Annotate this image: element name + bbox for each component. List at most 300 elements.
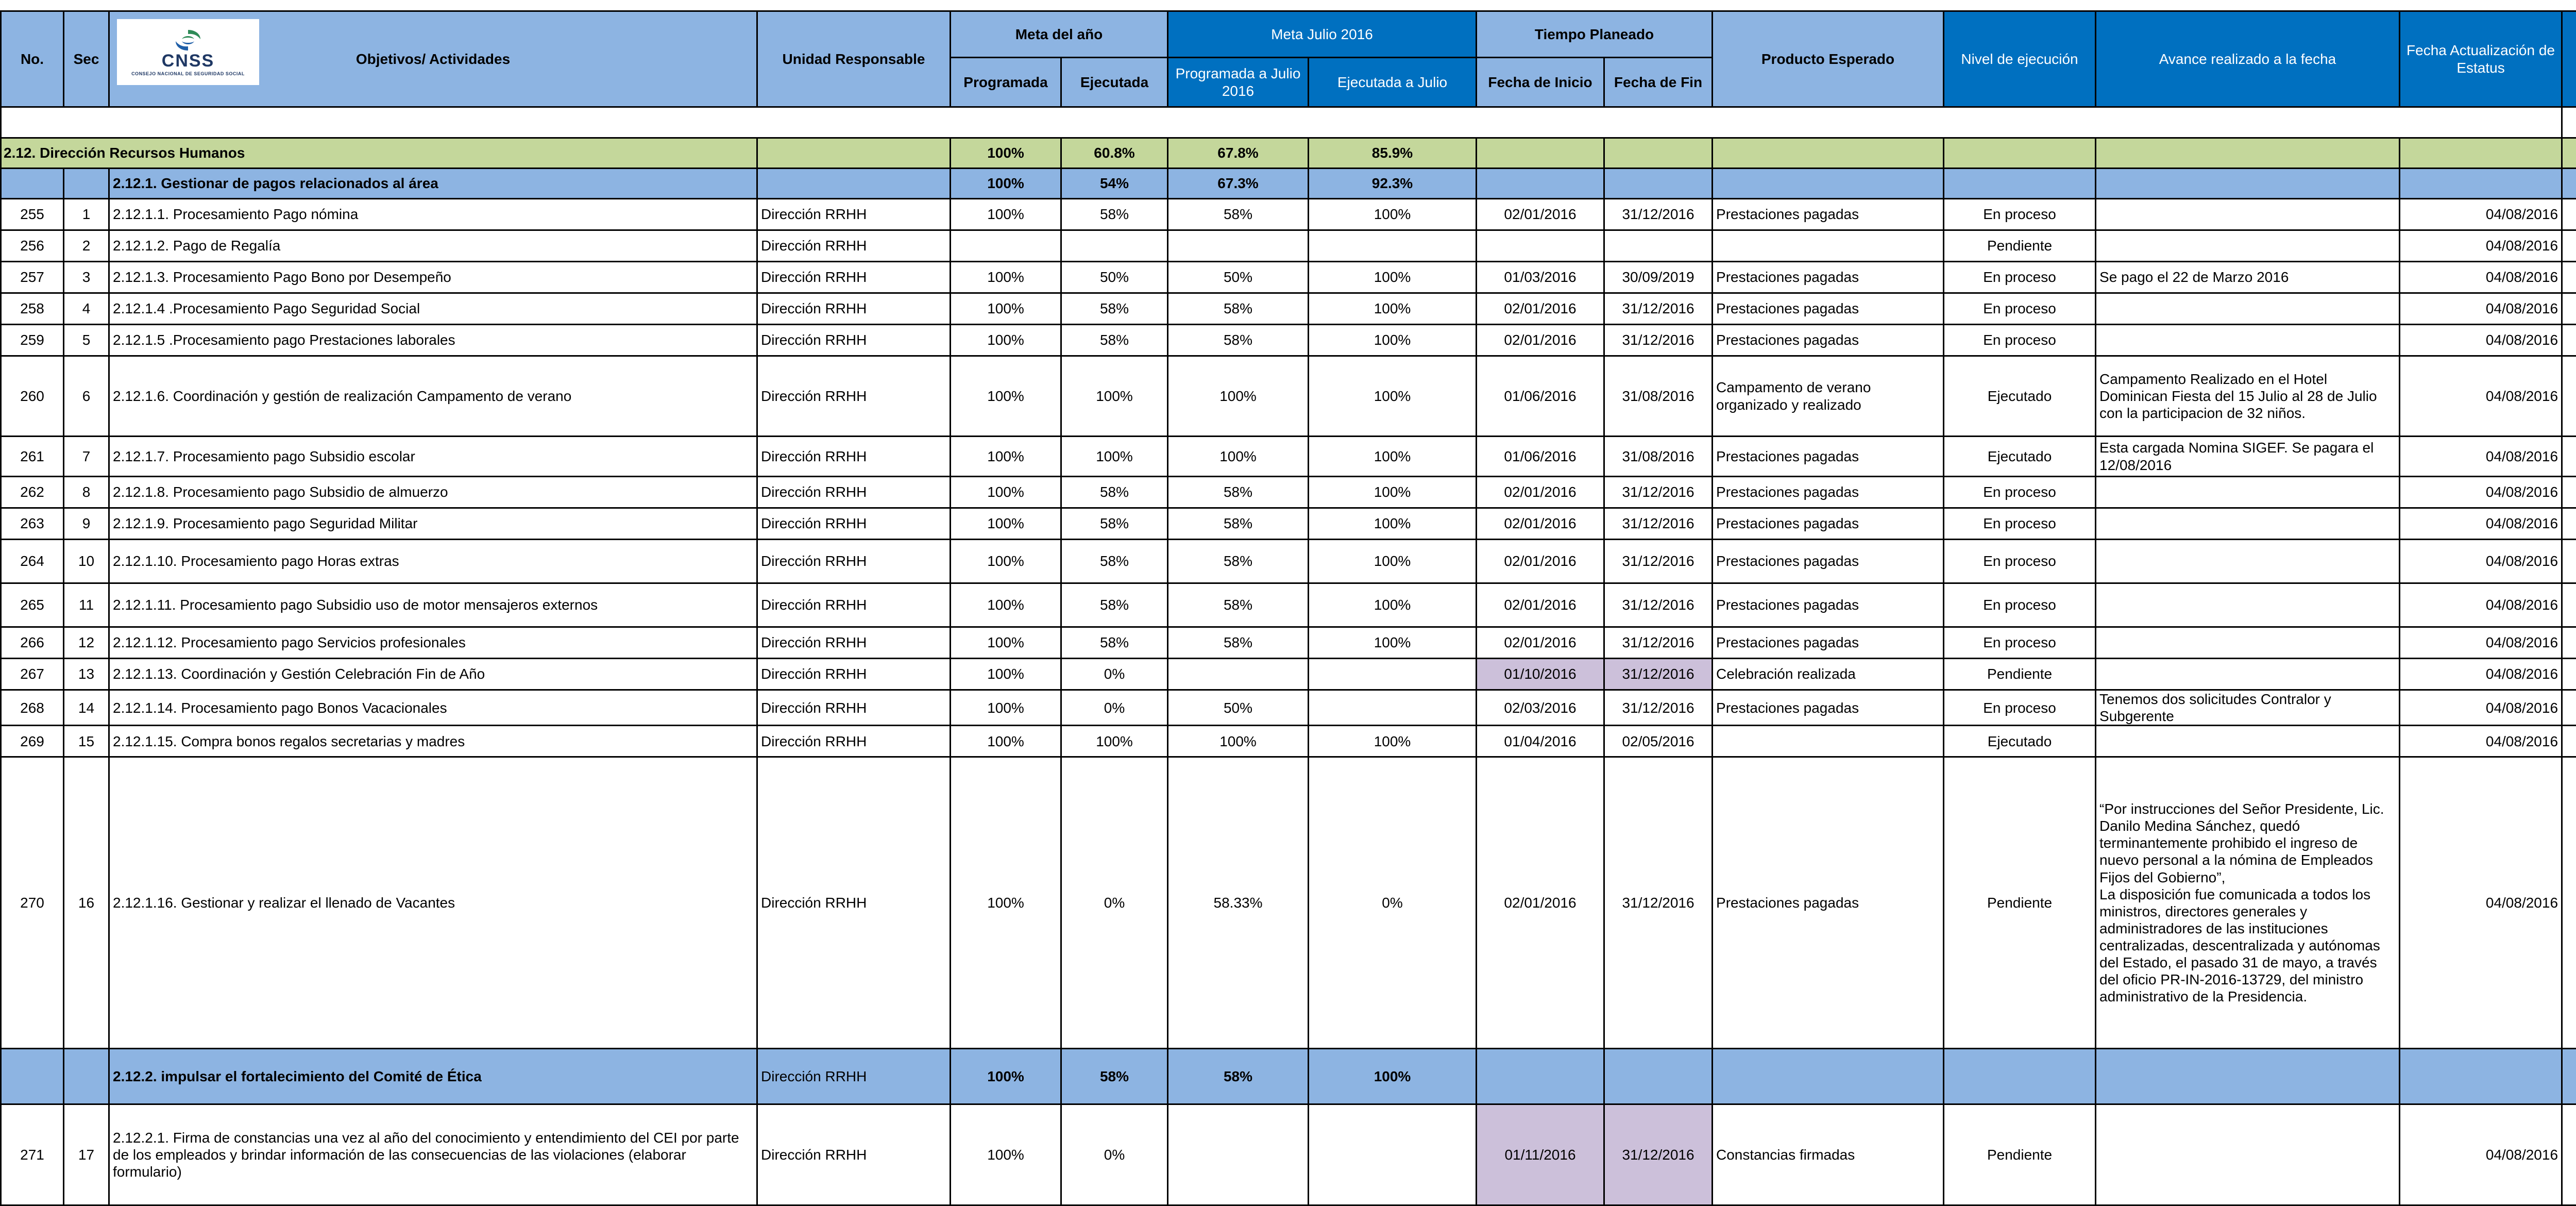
row-activity: 2.12.1.5 .Procesamiento pago Prestaciones laborales <box>109 325 757 356</box>
row-total <box>2562 230 2576 262</box>
col-header-meta-anio: Meta del año <box>951 11 1168 58</box>
table-row <box>1 199 2576 230</box>
col-header-programada-julio: Programada a Julio 2016 <box>1168 58 1309 107</box>
row-fecha-inicio: 01/04/2016 <box>1477 726 1604 757</box>
row-total <box>2562 437 2576 477</box>
row-nivel: En proceso <box>1944 508 2096 540</box>
row-ejec-julio: 100% <box>1309 293 1477 325</box>
row-no: 266 <box>1 627 64 659</box>
row-unidad: Dirección RRHH <box>757 230 951 262</box>
row-sec: 16 <box>64 757 109 1049</box>
row-ejecutada: 100% <box>1061 726 1168 757</box>
row-activity: 2.12.1.13. Coordinación y Gestión Celebración Fin de Año <box>109 659 757 690</box>
row-prog-julio: 58% <box>1168 199 1309 230</box>
row-fecha-fin: 31/12/2016 <box>1604 477 1713 508</box>
row-fecha-inicio: 02/01/2016 <box>1477 540 1604 583</box>
row-fecha-act: 04/08/2016 <box>2400 540 2562 583</box>
subsection-no <box>1 1049 64 1104</box>
row-fecha-inicio: 01/11/2016 <box>1477 1104 1604 1205</box>
row-nivel: En proceso <box>1944 293 2096 325</box>
row-fecha-inicio <box>1477 230 1604 262</box>
row-prog-julio <box>1168 230 1309 262</box>
subsection-fecha-inicio <box>1477 1049 1604 1104</box>
row-sec: 9 <box>64 508 109 540</box>
row-prog-julio <box>1168 1104 1309 1205</box>
row-programada: 100% <box>951 627 1061 659</box>
row-fecha-fin: 31/12/2016 <box>1604 540 1713 583</box>
row-nivel: En proceso <box>1944 690 2096 726</box>
row-total <box>2562 659 2576 690</box>
row-programada: 100% <box>951 262 1061 293</box>
row-sec: 2 <box>64 230 109 262</box>
subsection-sec <box>64 1049 109 1104</box>
row-nivel: En proceso <box>1944 583 2096 627</box>
row-total <box>2562 508 2576 540</box>
section-ejecutada: 60.8% <box>1061 138 1168 169</box>
row-total <box>2562 1104 2576 1205</box>
row-fecha-fin: 31/12/2016 <box>1604 1104 1713 1205</box>
row-avance: Se pago el 22 de Marzo 2016 <box>2096 262 2400 293</box>
subsection-row <box>1 169 2576 199</box>
row-total <box>2562 199 2576 230</box>
row-sec: 14 <box>64 690 109 726</box>
row-fecha-inicio: 02/01/2016 <box>1477 325 1604 356</box>
row-prog-julio: 58% <box>1168 583 1309 627</box>
col-header-unidad: Unidad Responsable <box>757 11 951 107</box>
row-total <box>2562 477 2576 508</box>
row-ejecutada: 58% <box>1061 293 1168 325</box>
subsection-avance <box>2096 1049 2400 1104</box>
col-header-avance: Avance realizado a la fecha <box>2096 11 2400 107</box>
row-producto <box>1713 230 1944 262</box>
row-no: 255 <box>1 199 64 230</box>
row-total <box>2562 540 2576 583</box>
col-header-programada: Programada <box>951 58 1061 107</box>
subsection-label: 2.12.1. Gestionar de pagos relacionados al área <box>109 169 757 199</box>
row-nivel: En proceso <box>1944 477 2096 508</box>
row-avance <box>2096 1104 2400 1205</box>
row-ejec-julio: 100% <box>1309 325 1477 356</box>
row-ejec-julio <box>1309 659 1477 690</box>
row-producto: Prestaciones pagadas <box>1713 540 1944 583</box>
row-producto: Prestaciones pagadas <box>1713 583 1944 627</box>
row-programada <box>951 230 1061 262</box>
row-nivel: En proceso <box>1944 199 2096 230</box>
row-no: 268 <box>1 690 64 726</box>
row-no: 261 <box>1 437 64 477</box>
row-fecha-fin: 30/09/2019 <box>1604 262 1713 293</box>
subsection-programada: 100% <box>951 1049 1061 1104</box>
row-producto: Prestaciones pagadas <box>1713 293 1944 325</box>
row-programada: 100% <box>951 356 1061 437</box>
row-no: 271 <box>1 1104 64 1205</box>
row-activity: 2.12.1.8. Procesamiento pago Subsidio de almuerzo <box>109 477 757 508</box>
row-avance <box>2096 726 2400 757</box>
row-programada: 100% <box>951 199 1061 230</box>
row-total <box>2562 627 2576 659</box>
section-prog-julio: 67.8% <box>1168 138 1309 169</box>
cnss-logo-mark <box>172 28 205 53</box>
spacer-row <box>1 107 2576 138</box>
row-ejecutada: 58% <box>1061 325 1168 356</box>
row-avance <box>2096 293 2400 325</box>
row-ejecutada <box>1061 230 1168 262</box>
row-avance <box>2096 540 2400 583</box>
row-no: 264 <box>1 540 64 583</box>
row-sec: 10 <box>64 540 109 583</box>
row-nivel: En proceso <box>1944 627 2096 659</box>
row-ejecutada: 58% <box>1061 627 1168 659</box>
row-activity: 2.12.1.10. Procesamiento pago Horas extras <box>109 540 757 583</box>
row-fecha-act: 04/08/2016 <box>2400 1104 2562 1205</box>
row-nivel: En proceso <box>1944 262 2096 293</box>
row-avance: Tenemos dos solicitudes Contralor y Subgerente <box>2096 690 2400 726</box>
row-fecha-act: 04/08/2016 <box>2400 627 2562 659</box>
cnss-logo-tagline: CONSEJO NACIONAL DE SEGURIDAD SOCIAL <box>131 71 245 77</box>
row-unidad: Dirección RRHH <box>757 690 951 726</box>
row-ejec-julio: 0% <box>1309 757 1477 1049</box>
row-activity: 2.12.1.3. Procesamiento Pago Bono por Desempeño <box>109 262 757 293</box>
col-header-ejecutada-julio: Ejecutada a Julio <box>1309 58 1477 107</box>
subsection-programada: 100% <box>951 169 1061 199</box>
row-unidad: Dirección RRHH <box>757 293 951 325</box>
table-row <box>1 477 2576 508</box>
row-sec: 17 <box>64 1104 109 1205</box>
row-nivel: Ejecutado <box>1944 356 2096 437</box>
plan-table <box>0 10 2576 1206</box>
row-prog-julio: 58% <box>1168 293 1309 325</box>
row-ejec-julio: 100% <box>1309 356 1477 437</box>
row-fecha-fin: 31/12/2016 <box>1604 757 1713 1049</box>
row-producto: Prestaciones pagadas <box>1713 757 1944 1049</box>
row-fecha-fin <box>1604 230 1713 262</box>
row-unidad: Dirección RRHH <box>757 583 951 627</box>
row-ejecutada: 0% <box>1061 690 1168 726</box>
row-fecha-fin: 31/12/2016 <box>1604 690 1713 726</box>
row-nivel: En proceso <box>1944 540 2096 583</box>
row-nivel: En proceso <box>1944 325 2096 356</box>
row-total <box>2562 757 2576 1049</box>
row-fecha-act: 04/08/2016 <box>2400 325 2562 356</box>
row-fecha-act: 04/08/2016 <box>2400 230 2562 262</box>
row-no: 267 <box>1 659 64 690</box>
row-sec: 5 <box>64 325 109 356</box>
row-total <box>2562 325 2576 356</box>
table-row <box>1 659 2576 690</box>
row-avance <box>2096 199 2400 230</box>
row-fecha-fin: 31/12/2016 <box>1604 508 1713 540</box>
row-producto: Prestaciones pagadas <box>1713 508 1944 540</box>
subsection-ejecutada: 58% <box>1061 1049 1168 1104</box>
row-sec: 1 <box>64 199 109 230</box>
row-programada: 100% <box>951 437 1061 477</box>
row-fecha-fin: 31/08/2016 <box>1604 356 1713 437</box>
row-unidad: Dirección RRHH <box>757 757 951 1049</box>
row-fecha-fin: 31/12/2016 <box>1604 627 1713 659</box>
col-header-tiempo: Tiempo Planeado <box>1477 11 1713 58</box>
row-activity: 2.12.1.11. Procesamiento pago Subsidio uso de motor mensajeros externos <box>109 583 757 627</box>
row-avance: Campamento Realizado en el Hotel Dominican Fiesta del 15 Julio al 28 de Julio con la participacion de 32 niños. <box>2096 356 2400 437</box>
row-prog-julio: 50% <box>1168 690 1309 726</box>
row-unidad: Dirección RRHH <box>757 726 951 757</box>
subsection-ejec-julio: 100% <box>1309 1049 1477 1104</box>
table-row <box>1 293 2576 325</box>
row-nivel: Pendiente <box>1944 659 2096 690</box>
row-fecha-fin: 31/08/2016 <box>1604 437 1713 477</box>
row-ejec-julio: 100% <box>1309 508 1477 540</box>
row-activity: 2.12.1.6. Coordinación y gestión de realización Campamento de verano <box>109 356 757 437</box>
row-fecha-inicio: 02/03/2016 <box>1477 690 1604 726</box>
row-prog-julio: 58% <box>1168 477 1309 508</box>
row-nivel: Ejecutado <box>1944 726 2096 757</box>
table-row <box>1 230 2576 262</box>
col-header-total <box>2562 11 2576 107</box>
row-no: 258 <box>1 293 64 325</box>
subsection-nivel <box>1944 1049 2096 1104</box>
row-activity: 2.12.1.16. Gestionar y realizar el llenado de Vacantes <box>109 757 757 1049</box>
subsection-ejecutada: 54% <box>1061 169 1168 199</box>
row-producto: Prestaciones pagadas <box>1713 325 1944 356</box>
row-prog-julio: 100% <box>1168 726 1309 757</box>
row-programada: 100% <box>951 583 1061 627</box>
subsection-row <box>1 1049 2576 1104</box>
row-activity: 2.12.1.1. Procesamiento Pago nómina <box>109 199 757 230</box>
row-no: 270 <box>1 757 64 1049</box>
row-prog-julio: 100% <box>1168 356 1309 437</box>
row-unidad: Dirección RRHH <box>757 1104 951 1205</box>
row-avance <box>2096 230 2400 262</box>
row-activity: 2.12.2.1. Firma de constancias una vez al año del conocimiento y entendimiento del CEI por parte de los empleados y brindar información de las consecuencias de las violaciones (elaborar formulario) <box>109 1104 757 1205</box>
row-ejec-julio: 100% <box>1309 583 1477 627</box>
row-ejec-julio <box>1309 1104 1477 1205</box>
row-fecha-inicio: 02/01/2016 <box>1477 583 1604 627</box>
row-fecha-act: 04/08/2016 <box>2400 726 2562 757</box>
row-programada: 100% <box>951 540 1061 583</box>
row-total <box>2562 262 2576 293</box>
row-ejec-julio: 100% <box>1309 262 1477 293</box>
row-no: 259 <box>1 325 64 356</box>
subsection-unidad: Dirección RRHH <box>757 1049 951 1104</box>
row-avance <box>2096 659 2400 690</box>
table-row <box>1 1104 2576 1205</box>
row-fecha-act: 04/08/2016 <box>2400 757 2562 1049</box>
section-row <box>1 138 2576 169</box>
row-no: 269 <box>1 726 64 757</box>
table-row <box>1 437 2576 477</box>
subsection-total <box>2562 1049 2576 1104</box>
row-ejecutada: 100% <box>1061 356 1168 437</box>
row-activity: 2.12.1.7. Procesamiento pago Subsidio escolar <box>109 437 757 477</box>
row-ejecutada: 100% <box>1061 437 1168 477</box>
col-header-no: No. <box>1 11 64 107</box>
row-activity: 2.12.1.15. Compra bonos regalos secretarias y madres <box>109 726 757 757</box>
subsection-ejec-julio: 92.3% <box>1309 169 1477 199</box>
row-fecha-fin: 31/12/2016 <box>1604 583 1713 627</box>
row-ejec-julio: 100% <box>1309 199 1477 230</box>
table-row <box>1 508 2576 540</box>
row-producto: Prestaciones pagadas <box>1713 437 1944 477</box>
row-unidad: Dirección RRHH <box>757 325 951 356</box>
row-prog-julio <box>1168 659 1309 690</box>
row-fecha-inicio: 02/01/2016 <box>1477 627 1604 659</box>
row-unidad: Dirección RRHH <box>757 356 951 437</box>
table-row <box>1 540 2576 583</box>
row-nivel: Ejecutado <box>1944 437 2096 477</box>
row-producto: Prestaciones pagadas <box>1713 690 1944 726</box>
row-fecha-act: 04/08/2016 <box>2400 659 2562 690</box>
row-sec: 12 <box>64 627 109 659</box>
row-ejec-julio: 100% <box>1309 540 1477 583</box>
row-sec: 6 <box>64 356 109 437</box>
row-producto: Prestaciones pagadas <box>1713 477 1944 508</box>
row-unidad: Dirección RRHH <box>757 437 951 477</box>
row-unidad: Dirección RRHH <box>757 540 951 583</box>
row-fecha-act: 04/08/2016 <box>2400 477 2562 508</box>
table-row <box>1 583 2576 627</box>
row-fecha-act: 04/08/2016 <box>2400 583 2562 627</box>
col-header-producto: Producto Esperado <box>1713 11 1944 107</box>
row-no: 262 <box>1 477 64 508</box>
row-ejec-julio <box>1309 230 1477 262</box>
row-sec: 7 <box>64 437 109 477</box>
row-programada: 100% <box>951 477 1061 508</box>
row-fecha-inicio: 01/03/2016 <box>1477 262 1604 293</box>
row-activity: 2.12.1.4 .Procesamiento Pago Seguridad Social <box>109 293 757 325</box>
row-programada: 100% <box>951 690 1061 726</box>
row-total <box>2562 726 2576 757</box>
row-prog-julio: 100% <box>1168 437 1309 477</box>
row-programada: 100% <box>951 726 1061 757</box>
row-prog-julio: 58.33% <box>1168 757 1309 1049</box>
row-fecha-act: 04/08/2016 <box>2400 262 2562 293</box>
row-sec: 13 <box>64 659 109 690</box>
section-total <box>2562 138 2576 169</box>
row-avance <box>2096 627 2400 659</box>
table-body <box>1 107 2576 1205</box>
row-programada: 100% <box>951 659 1061 690</box>
row-programada: 100% <box>951 508 1061 540</box>
row-prog-julio: 58% <box>1168 627 1309 659</box>
row-ejecutada: 58% <box>1061 199 1168 230</box>
col-header-objetivos <box>109 11 757 107</box>
row-fecha-inicio: 02/01/2016 <box>1477 508 1604 540</box>
row-fecha-inicio: 02/01/2016 <box>1477 293 1604 325</box>
row-fecha-fin: 02/05/2016 <box>1604 726 1713 757</box>
row-ejecutada: 0% <box>1061 757 1168 1049</box>
row-programada: 100% <box>951 325 1061 356</box>
row-total <box>2562 293 2576 325</box>
subsection-prog-julio: 67.3% <box>1168 169 1309 199</box>
row-producto: Prestaciones pagadas <box>1713 262 1944 293</box>
row-ejec-julio: 100% <box>1309 477 1477 508</box>
row-avance <box>2096 583 2400 627</box>
row-producto: Campamento de verano organizado y realizado <box>1713 356 1944 437</box>
row-unidad: Dirección RRHH <box>757 508 951 540</box>
subsection-fecha-act <box>2400 1049 2562 1104</box>
row-fecha-act: 04/08/2016 <box>2400 293 2562 325</box>
row-no: 257 <box>1 262 64 293</box>
row-ejec-julio: 100% <box>1309 627 1477 659</box>
row-fecha-act: 04/08/2016 <box>2400 508 2562 540</box>
row-fecha-act: 04/08/2016 <box>2400 356 2562 437</box>
row-prog-julio: 50% <box>1168 262 1309 293</box>
row-fecha-act: 04/08/2016 <box>2400 437 2562 477</box>
row-prog-julio: 58% <box>1168 508 1309 540</box>
row-total <box>2562 583 2576 627</box>
row-fecha-act: 04/08/2016 <box>2400 690 2562 726</box>
row-no: 265 <box>1 583 64 627</box>
row-fecha-inicio: 02/01/2016 <box>1477 199 1604 230</box>
col-header-ejecutada: Ejecutada <box>1061 58 1168 107</box>
row-avance <box>2096 508 2400 540</box>
subsection-total <box>2562 169 2576 199</box>
table-row <box>1 356 2576 437</box>
subsection-producto <box>1713 1049 1944 1104</box>
col-header-fecha-fin: Fecha de Fin <box>1604 58 1713 107</box>
row-no: 260 <box>1 356 64 437</box>
col-header-nivel: Nivel de ejecución <box>1944 11 2096 107</box>
row-ejecutada: 0% <box>1061 1104 1168 1205</box>
header-row-1 <box>1 11 2576 58</box>
row-sec: 8 <box>64 477 109 508</box>
row-sec: 15 <box>64 726 109 757</box>
row-total <box>2562 690 2576 726</box>
row-producto <box>1713 726 1944 757</box>
row-fecha-inicio: 01/06/2016 <box>1477 356 1604 437</box>
row-producto: Constancias firmadas <box>1713 1104 1944 1205</box>
row-ejecutada: 58% <box>1061 508 1168 540</box>
row-fecha-inicio: 02/01/2016 <box>1477 477 1604 508</box>
row-fecha-inicio: 02/01/2016 <box>1477 757 1604 1049</box>
col-header-meta-julio: Meta Julio 2016 <box>1168 11 1477 58</box>
table-row <box>1 757 2576 1049</box>
row-avance: Esta cargada Nomina SIGEF. Se pagara el 12/08/2016 <box>2096 437 2400 477</box>
table-row <box>1 262 2576 293</box>
row-fecha-inicio: 01/10/2016 <box>1477 659 1604 690</box>
subsection-fecha-fin <box>1604 1049 1713 1104</box>
row-ejecutada: 0% <box>1061 659 1168 690</box>
row-nivel: Pendiente <box>1944 230 2096 262</box>
row-programada: 100% <box>951 1104 1061 1205</box>
section-programada: 100% <box>951 138 1061 169</box>
row-ejecutada: 58% <box>1061 583 1168 627</box>
row-fecha-fin: 31/12/2016 <box>1604 199 1713 230</box>
row-sec: 4 <box>64 293 109 325</box>
section-ejec-julio: 85.9% <box>1309 138 1477 169</box>
row-total <box>2562 356 2576 437</box>
table-row <box>1 627 2576 659</box>
objetivos-label: Objetivos/ Actividades <box>356 51 510 67</box>
table-row <box>1 726 2576 757</box>
row-avance <box>2096 477 2400 508</box>
row-producto: Prestaciones pagadas <box>1713 627 1944 659</box>
subsection-label: 2.12.2. impulsar el fortalecimiento del Comité de Ética <box>109 1049 757 1104</box>
row-sec: 11 <box>64 583 109 627</box>
row-activity: 2.12.1.12. Procesamiento pago Servicios profesionales <box>109 627 757 659</box>
subsection-prog-julio: 58% <box>1168 1049 1309 1104</box>
row-ejecutada: 50% <box>1061 262 1168 293</box>
col-header-sec: Sec <box>64 11 109 107</box>
table-row <box>1 325 2576 356</box>
row-no: 263 <box>1 508 64 540</box>
row-prog-julio: 58% <box>1168 540 1309 583</box>
row-fecha-act: 04/08/2016 <box>2400 199 2562 230</box>
row-activity: 2.12.1.14. Procesamiento pago Bonos Vacacionales <box>109 690 757 726</box>
row-avance <box>2096 325 2400 356</box>
cnss-logo <box>117 19 259 85</box>
row-unidad: Dirección RRHH <box>757 477 951 508</box>
row-programada: 100% <box>951 757 1061 1049</box>
